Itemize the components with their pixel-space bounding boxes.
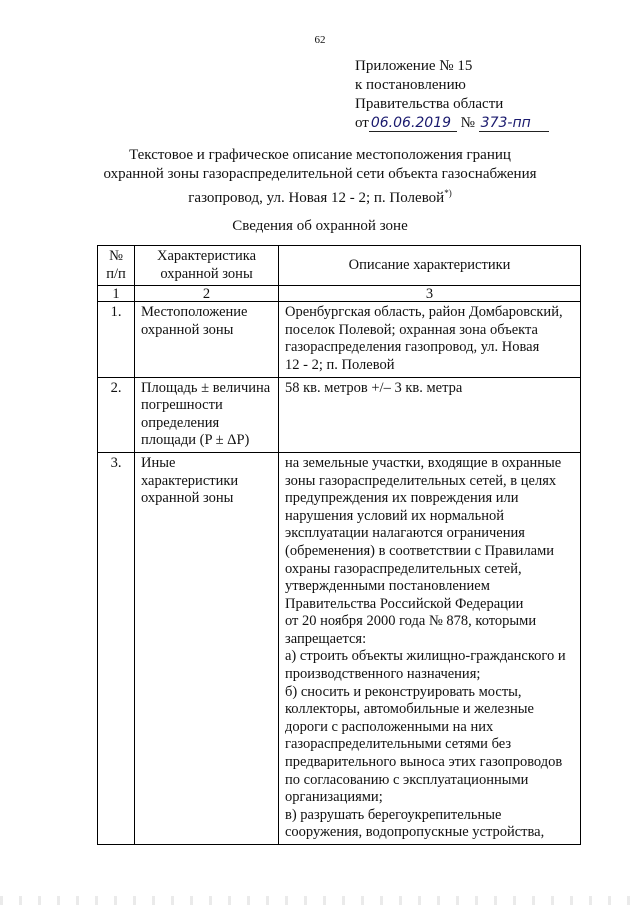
index-cell: 2 — [135, 286, 279, 302]
zone-info-table — [97, 245, 581, 845]
annex-line-government: Правительства области — [355, 96, 504, 112]
table-header-row — [98, 246, 581, 286]
row-number: 3. — [98, 452, 135, 844]
row-characteristic: Площадь ± величина погрешности определения площади (P ± ΔP) — [135, 377, 279, 452]
row-description: Оренбургская область, район Домбаровский, поселок Полевой; охранная зона объекта газораспределения газопровод, ул. Новая 12 - 2; п. Полевой — [279, 302, 581, 377]
annex-date-line — [355, 114, 549, 133]
row-number: 1. — [98, 302, 135, 377]
title-line-3: газопровод, ул. Новая 12 - 2; п. Полевой*) — [188, 188, 452, 206]
title-line-2: охранной зоны газораспределительной сети объекта газоснабжения — [103, 166, 537, 182]
page-number: 62 — [314, 34, 326, 46]
row-number: 2. — [98, 377, 135, 452]
section-subtitle: Сведения об охранной зоне — [232, 218, 408, 234]
annex-from-label: от — [355, 115, 369, 131]
header-num: № п/п — [98, 246, 135, 286]
header-characteristic: Характеристика охранной зоны — [135, 246, 279, 286]
row-description: на земельные участки, входящие в охранные зоны газораспределительных сетей, в целях предупреждения их повреждения или нарушения условий их нормальной эксплуатации налагаются ограничения (обременения) в соответствии с Правилами охраны газораспределительных сетей, утвержденными постановлением Правительства Российской Федерации от 20 ноября 2000 года № 878, которыми запрещается: а) строить объекты жилищно-гражданского и производственного назначения; б) сносить и реконструировать мосты, коллекторы, автомобильные и железные дороги с расположенными на них газораспределительными сетями без предварительного выноса этих газопроводов по согласованию с эксплуатационными организациями; в) разрушать берегоукрепительные сооружения, водопропускные устройства, — [279, 452, 581, 844]
index-cell: 3 — [279, 286, 581, 302]
table-row — [98, 452, 581, 844]
annex-title: Приложение № 15 — [355, 58, 473, 74]
footnote-mark: *) — [444, 188, 452, 198]
table-index-row — [98, 286, 581, 302]
scan-artifact-strip — [0, 896, 640, 905]
row-characteristic: Местоположение охранной зоны — [135, 302, 279, 377]
title-line-1: Текстовое и графическое описание местоположения границ — [129, 147, 511, 163]
table-row — [98, 302, 581, 377]
document-title — [0, 146, 640, 208]
annex-block — [355, 57, 549, 133]
header-description: Описание характеристики — [279, 246, 581, 286]
annex-line-resolution: к постановлению — [355, 77, 466, 93]
row-characteristic: Иные характеристики охранной зоны — [135, 452, 279, 844]
number-sign: № — [460, 115, 475, 131]
index-cell: 1 — [98, 286, 135, 302]
handwritten-number: 373-пп — [479, 115, 549, 132]
table-row — [98, 377, 581, 452]
handwritten-date: 06.06.2019 — [369, 115, 457, 132]
row-description: 58 кв. метров +/– 3 кв. метра — [279, 377, 581, 452]
